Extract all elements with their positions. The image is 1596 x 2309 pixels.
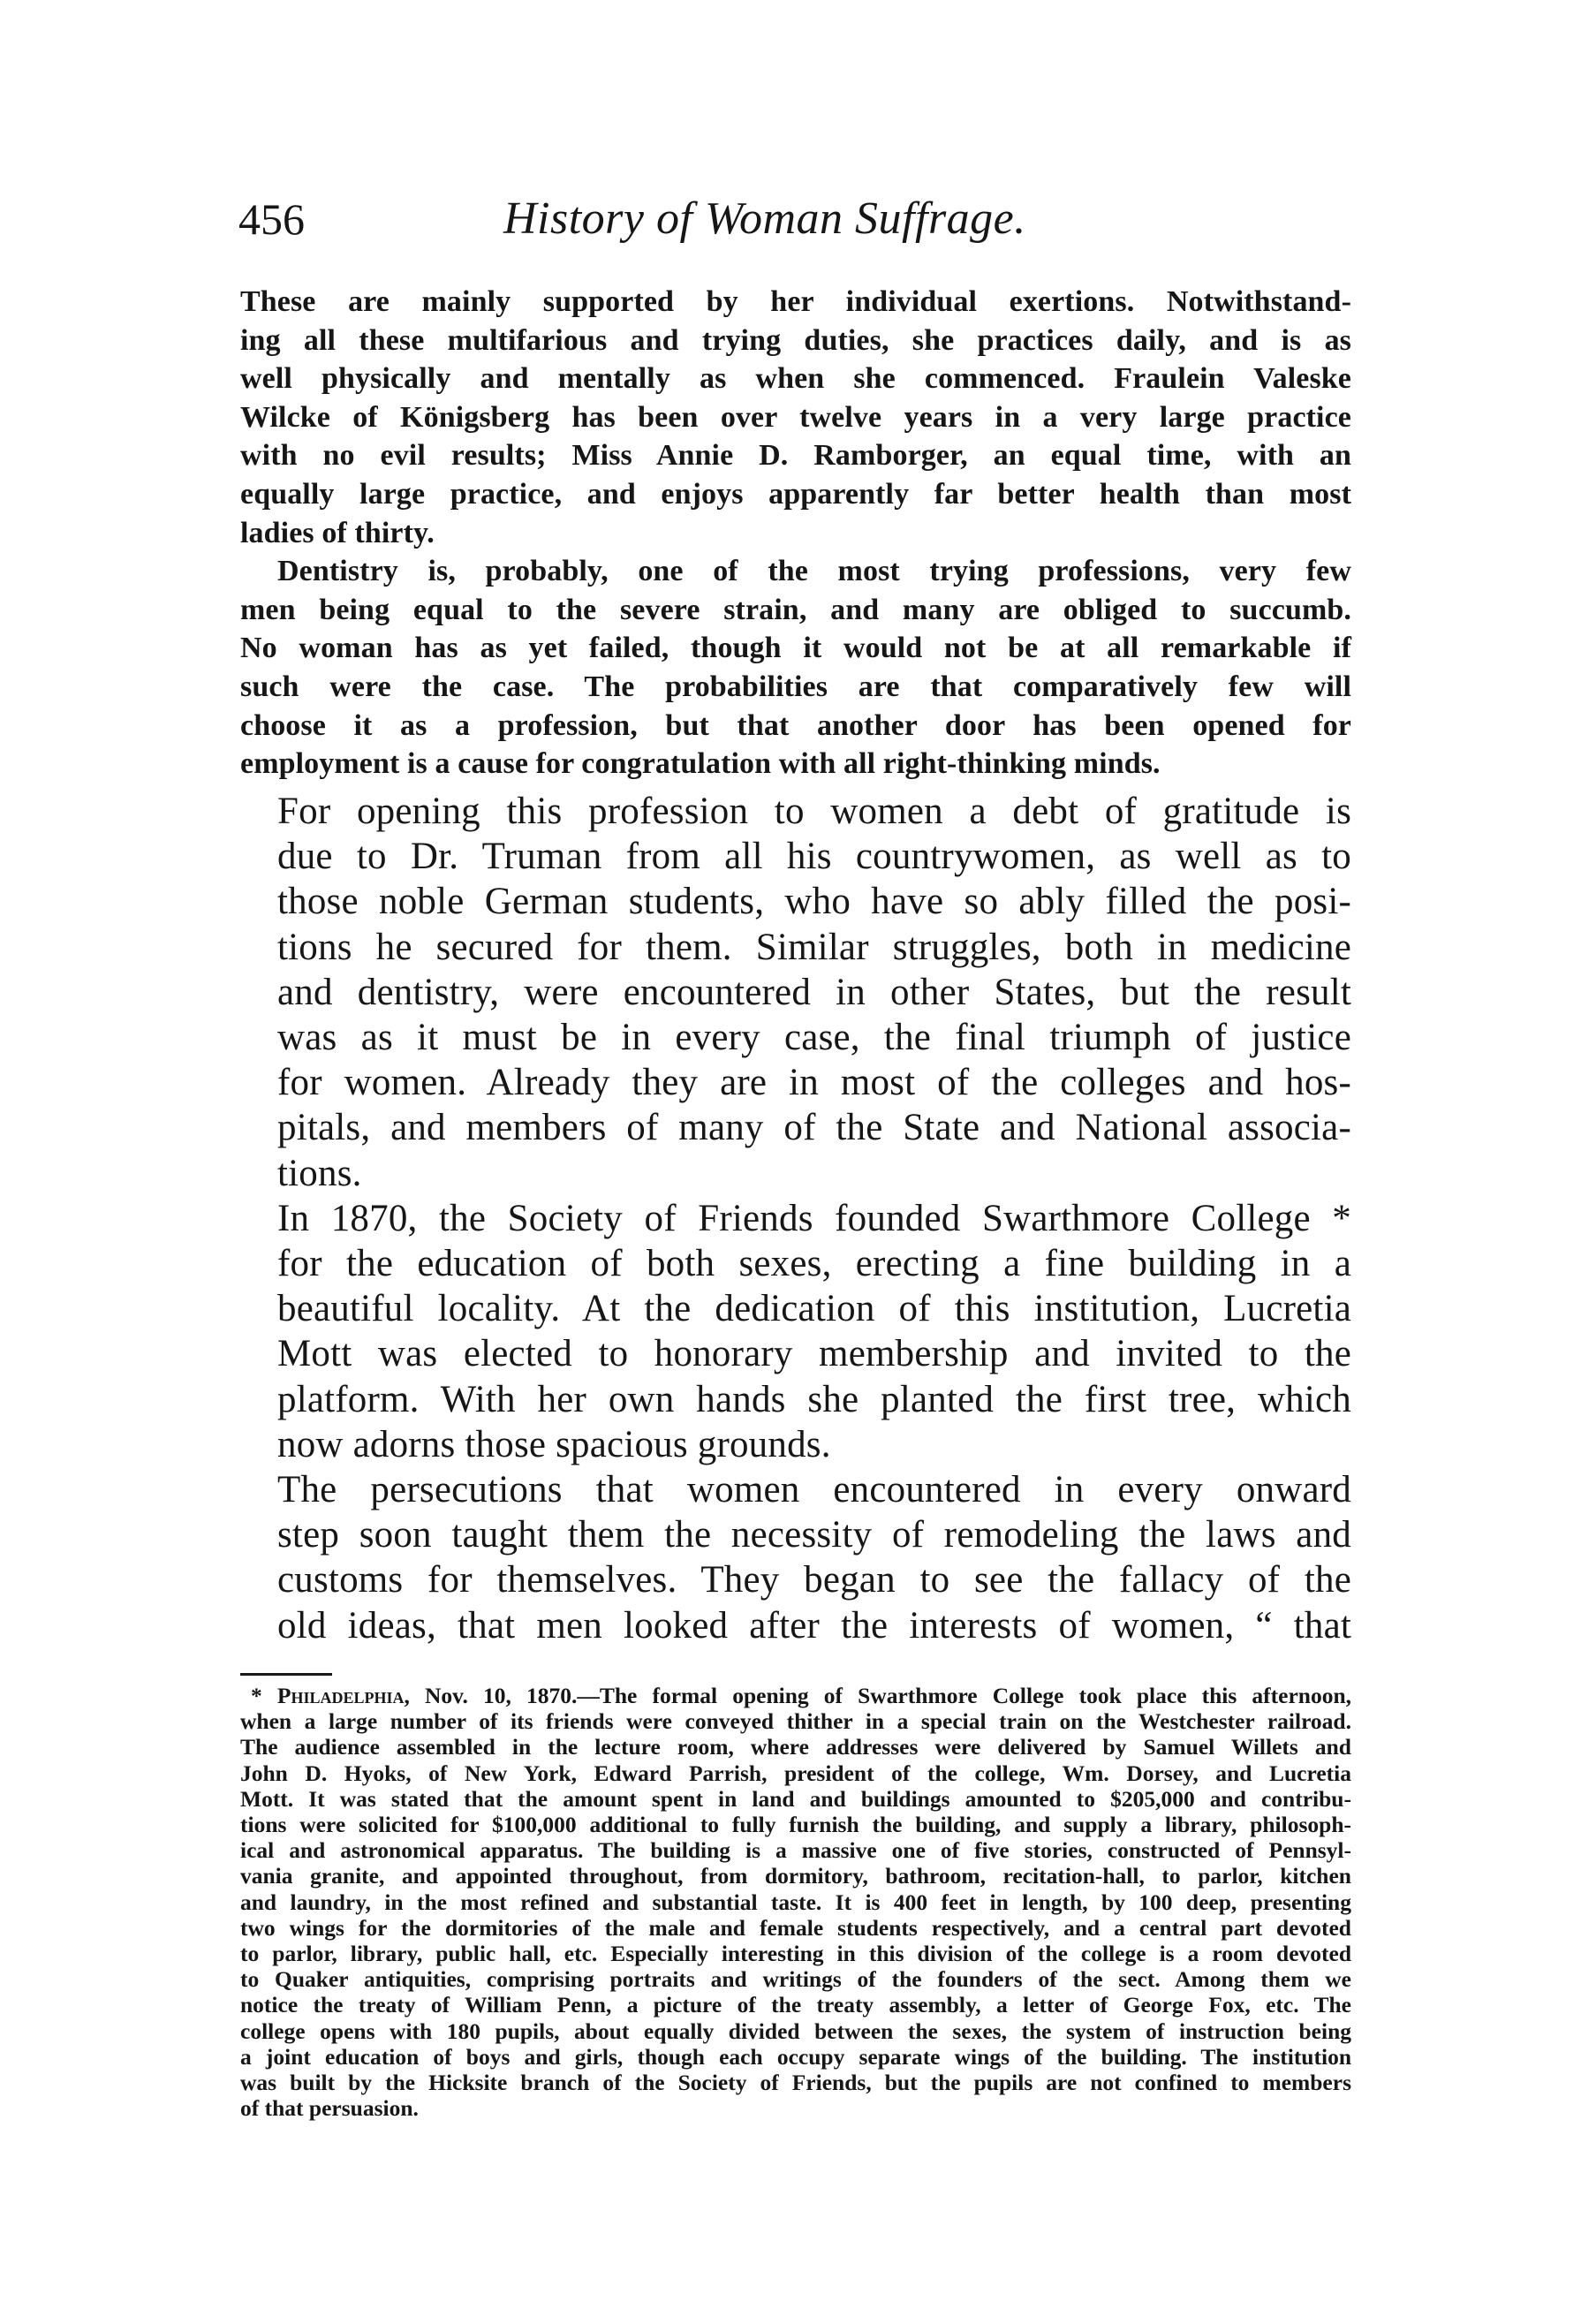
text-line: now adorns those spacious grounds. bbox=[277, 1423, 831, 1465]
text-line: Mott was elected to honorary membership and invited to the bbox=[277, 1333, 1351, 1375]
footnote-line: of that persuasion. bbox=[240, 2095, 419, 2122]
persecutions-paragraph bbox=[240, 1467, 1351, 1648]
footnote-line: The audience assembled in the lecture room, where addresses were delivered by Samuel Willets and bbox=[240, 1734, 1351, 1760]
footnote-line: a joint education of boys and girls, though each occupy separate wings of the building. The institution bbox=[240, 2043, 1351, 2070]
text-line: such were the case. The probabilities are that comparatively few will bbox=[240, 670, 1351, 703]
swarthmore-paragraph bbox=[240, 1196, 1351, 1467]
footnote-line: and laundry, in the most refined and substantial taste. It is 400 feet in length, by 100 deep, presenting bbox=[240, 1889, 1351, 1915]
text-line: well physically and mentally as when she commenced. Fraulein Valeske bbox=[240, 362, 1351, 396]
text-line: No woman has as yet failed, though it would not be at all remarkable if bbox=[240, 632, 1351, 665]
large-type-text bbox=[240, 789, 1351, 1648]
footnote-line: college opens with 180 pupils, about equally divided between the sexes, the system of instruction being bbox=[240, 2018, 1351, 2044]
text-line: These are mainly supported by her individual exertions. Notwithstand- bbox=[240, 285, 1351, 318]
text-line: choose it as a profession, but that another door has been opened for bbox=[240, 708, 1351, 742]
text-line: tions he secured for them. Similar struggles, both in medicine bbox=[277, 926, 1351, 968]
text-line: for women. Already they are in most of the colleges and hos- bbox=[277, 1062, 1351, 1104]
footnote-line: notice the treaty of William Penn, a picture of the treaty assembly, a letter of George Fox, etc. The bbox=[240, 1992, 1351, 2018]
text-line: those noble German students, who have so ably filled the posi- bbox=[277, 881, 1351, 923]
text-line: was as it must be in every case, the final triumph of justice bbox=[277, 1017, 1351, 1059]
gratitude-paragraph bbox=[240, 789, 1351, 1196]
footnote-line: when a large number of its friends were conveyed thither in a special train on the Westchester railroad. bbox=[240, 1708, 1351, 1735]
text-line: ladies of thirty. bbox=[240, 516, 435, 549]
small-type-text bbox=[240, 283, 1351, 784]
text-line: In 1870, the Society of Friends founded Swarthmore College * bbox=[277, 1197, 1351, 1239]
dentistry-paragraph bbox=[240, 552, 1351, 784]
footnote-line: was built by the Hicksite branch of the Society of Friends, but the pupils are not confined to members bbox=[240, 2070, 1351, 2096]
text-line: for the education of both sexes, erecting a fine building in a bbox=[277, 1243, 1351, 1285]
text-line: pitals, and members of many of the State and National associa- bbox=[277, 1107, 1351, 1149]
text-line: and dentistry, were encountered in other States, but the result bbox=[277, 971, 1351, 1013]
text-line: with no evil results; Miss Annie D. Ramborger, an equal time, with an bbox=[240, 439, 1351, 473]
footnote-line: to parlor, library, public hall, etc. Especially interesting in this division of the college is a room devoted bbox=[240, 1941, 1351, 1967]
text-line: customs for themselves. They began to see the fallacy of the bbox=[277, 1559, 1351, 1601]
text-line: old ideas, that men looked after the interests of women, “ that bbox=[277, 1604, 1351, 1647]
page-number: 456 bbox=[238, 194, 305, 244]
footnote-rule bbox=[240, 1673, 332, 1676]
text-line: equally large practice, and enjoys apparently far better health than most bbox=[240, 477, 1351, 511]
running-title: History of Woman Suffrage. bbox=[503, 193, 1026, 244]
footnote-line: ical and astronomical apparatus. The building is a massive one of five stories, constructed of Pennsyl- bbox=[240, 1837, 1351, 1864]
text-line: Wilcke of Königsberg has been over twelve years in a very large practice bbox=[240, 400, 1351, 434]
footnote-first-line bbox=[240, 1683, 1351, 1708]
text-line: step soon taught them the necessity of remodeling the laws and bbox=[277, 1514, 1351, 1556]
text-line: For opening this profession to women a debt of gratitude is bbox=[277, 791, 1351, 832]
footnote-line: vania granite, and appointed throughout, from dormitory, bathroom, recitation-hall, to parlor, kitchen bbox=[240, 1863, 1351, 1889]
text-line: beautiful locality. At the dedication of this institution, Lucretia bbox=[277, 1288, 1351, 1330]
footnote-line: tions were solicited for $100,000 additional to fully furnish the building, and supply a library, philosoph- bbox=[240, 1812, 1351, 1838]
text-line: due to Dr. Truman from all his countrywomen, as well as to bbox=[277, 836, 1351, 878]
text-line: men being equal to the severe strain, and many are obliged to succumb. bbox=[240, 593, 1351, 626]
continuation-paragraph bbox=[240, 283, 1351, 552]
text-line: The persecutions that women encountered in every onward bbox=[277, 1469, 1351, 1511]
page-header bbox=[238, 193, 1351, 254]
footnote-line: Mott. It was stated that the amount spent in land and buildings amounted to $205,000 and contribu- bbox=[240, 1785, 1351, 1812]
footnote-marker: * bbox=[251, 1683, 262, 1708]
footnote-line: two wings for the dormitories of the male and female students respectively, and a central part devoted bbox=[240, 1914, 1351, 1941]
footnote-line: John D. Hyoks, of New York, Edward Parrish, president of the college, Wm. Dorsey, and Lucretia bbox=[240, 1760, 1351, 1786]
text-line: ing all these multifarious and trying duties, she practices daily, and is as bbox=[240, 323, 1351, 357]
text-line: Dentistry is, probably, one of the most trying professions, very few bbox=[277, 555, 1351, 588]
text-line: tions. bbox=[277, 1152, 362, 1194]
footnote-line: to Quaker antiquities, comprising portraits and writings of the founders of the sect. Among them we bbox=[240, 1966, 1351, 1993]
footnote-line: Nov. 10, 1870.—The formal opening of Swarthmore College took place this afternoon, bbox=[424, 1683, 1352, 1708]
footnote bbox=[240, 1683, 1351, 2121]
text-line: employment is a cause for congratulation with all right-thinking minds. bbox=[240, 747, 1161, 781]
text-line: platform. With her own hands she planted the first tree, which bbox=[277, 1378, 1351, 1420]
footnote-lead: Philadelphia, bbox=[276, 1683, 410, 1708]
